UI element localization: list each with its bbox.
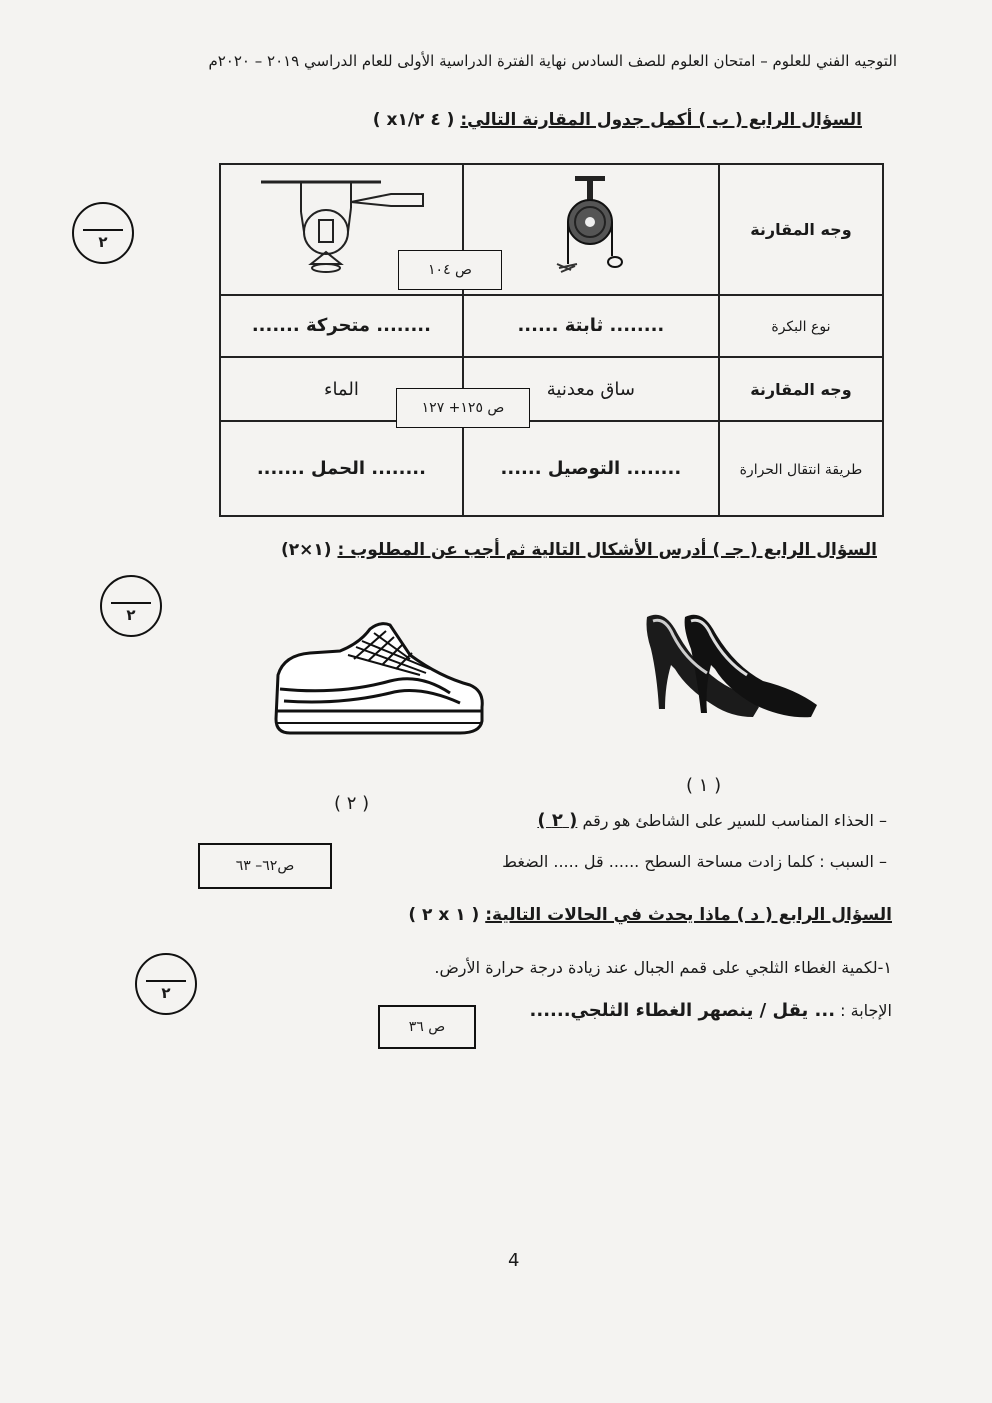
conduction-answer: ........ التوصيل ...... (500, 458, 682, 480)
exam-header (117, 48, 897, 74)
section-d-title (408, 905, 892, 925)
section-d-marks: ( ١ x ٢ ) (408, 905, 480, 925)
high-heels-icon (635, 605, 825, 730)
page-ref-box (398, 250, 502, 290)
section-c-marks: (١×٢) (280, 540, 332, 560)
page-ref-text: ص ١٢٥+ ١٢٧ (421, 400, 505, 416)
reason-line (502, 852, 887, 871)
grade-value: ٢ (161, 984, 171, 1002)
fixed-pulley-answer: ........ ثابتة ...... (517, 315, 665, 337)
page-number: 4 (508, 1250, 520, 1271)
row1-label-cell (719, 164, 883, 295)
page-ref-text: ص٦٢– ٦٣ (235, 858, 295, 874)
section-b-marks: ( ٤ x١/٢ ) (372, 110, 455, 130)
header-line: التوجيه الفني للعلوم – امتحان العلوم للصف السادس نهاية الفترة الدراسية الأولى للعام الدراسي ٢٠١٩ – ٢٠٢٠م (208, 52, 897, 70)
grade-line (83, 229, 123, 231)
answer-d1 (530, 1000, 892, 1021)
grade-line (146, 980, 186, 982)
question-d1 (434, 958, 892, 977)
grade-circle-b (72, 202, 134, 264)
figure-2-label: ( ٢ ) (334, 793, 370, 814)
beach-shoe-answer: ( ٢ ) (537, 810, 578, 831)
section-b-heading: السؤال الرابع ( ب ) أكمل جدول المقارنة التالي: (460, 110, 862, 130)
page-ref-box (198, 843, 332, 889)
row2-label-cell (719, 295, 883, 357)
section-b-title (373, 110, 862, 130)
water-label: الماء (323, 378, 359, 400)
row3-label-cell (719, 357, 883, 421)
row4-col1-cell (463, 421, 719, 516)
beach-shoe-question-text: – الحذاء المناسب للسير على الشاطئ هو رقم (582, 811, 887, 830)
metal-rod-label: ساق معدنية (546, 378, 635, 400)
row2-col1-cell (463, 295, 719, 357)
beach-shoe-question (537, 810, 887, 831)
section-c-heading: السؤال الرابع ( جـ ) أدرس الأشكال التالية ثم أجب عن المطلوب : (337, 540, 877, 560)
reason-text: – السبب : كلما زادت مساحة السطح ...... قل ..... الضغط (502, 852, 887, 871)
page-ref-box (396, 388, 530, 428)
answer-prefix: الإجابة : (840, 1001, 892, 1020)
grade-circle-c (100, 575, 162, 637)
movable-pulley-answer: ........ متحركة ....... (251, 315, 431, 337)
answer-text: ... يقل / ينصهر الغطاء الثلجي...... (529, 1000, 836, 1021)
row4-label: طريقة انتقال الحرارة (739, 462, 863, 479)
section-c-title (281, 540, 877, 560)
row2-label: نوع البكرة (771, 319, 831, 336)
figure-1-label: ( ١ ) (686, 775, 722, 796)
question-d1-text: ١-لكمية الغطاء الثلجي على قمم الجبال عند زيادة درجة حرارة الأرض. (434, 958, 892, 977)
sneaker-icon (270, 615, 490, 745)
grade-circle-d (135, 953, 197, 1015)
row3-label: وجه المقارنة (750, 379, 852, 399)
comparison-table (219, 163, 884, 517)
page-ref-box (378, 1005, 476, 1049)
page-ref-text: ص ١٠٤ (428, 262, 472, 278)
convection-answer: ........ الحمل ....... (256, 458, 426, 480)
row4-label-cell (719, 421, 883, 516)
row2-col2-cell (220, 295, 463, 357)
row1-label: وجه المقارنة (750, 219, 852, 239)
fixed-pulley-icon (531, 172, 651, 282)
grade-value: ٢ (98, 233, 108, 251)
grade-line (111, 602, 151, 604)
page-ref-text: ص ٣٦ (408, 1019, 446, 1035)
row4-col2-cell (220, 421, 463, 516)
section-d-heading: السؤال الرابع ( د ) ماذا يحدث في الحالات التالية: (485, 905, 892, 925)
grade-value: ٢ (126, 606, 136, 624)
